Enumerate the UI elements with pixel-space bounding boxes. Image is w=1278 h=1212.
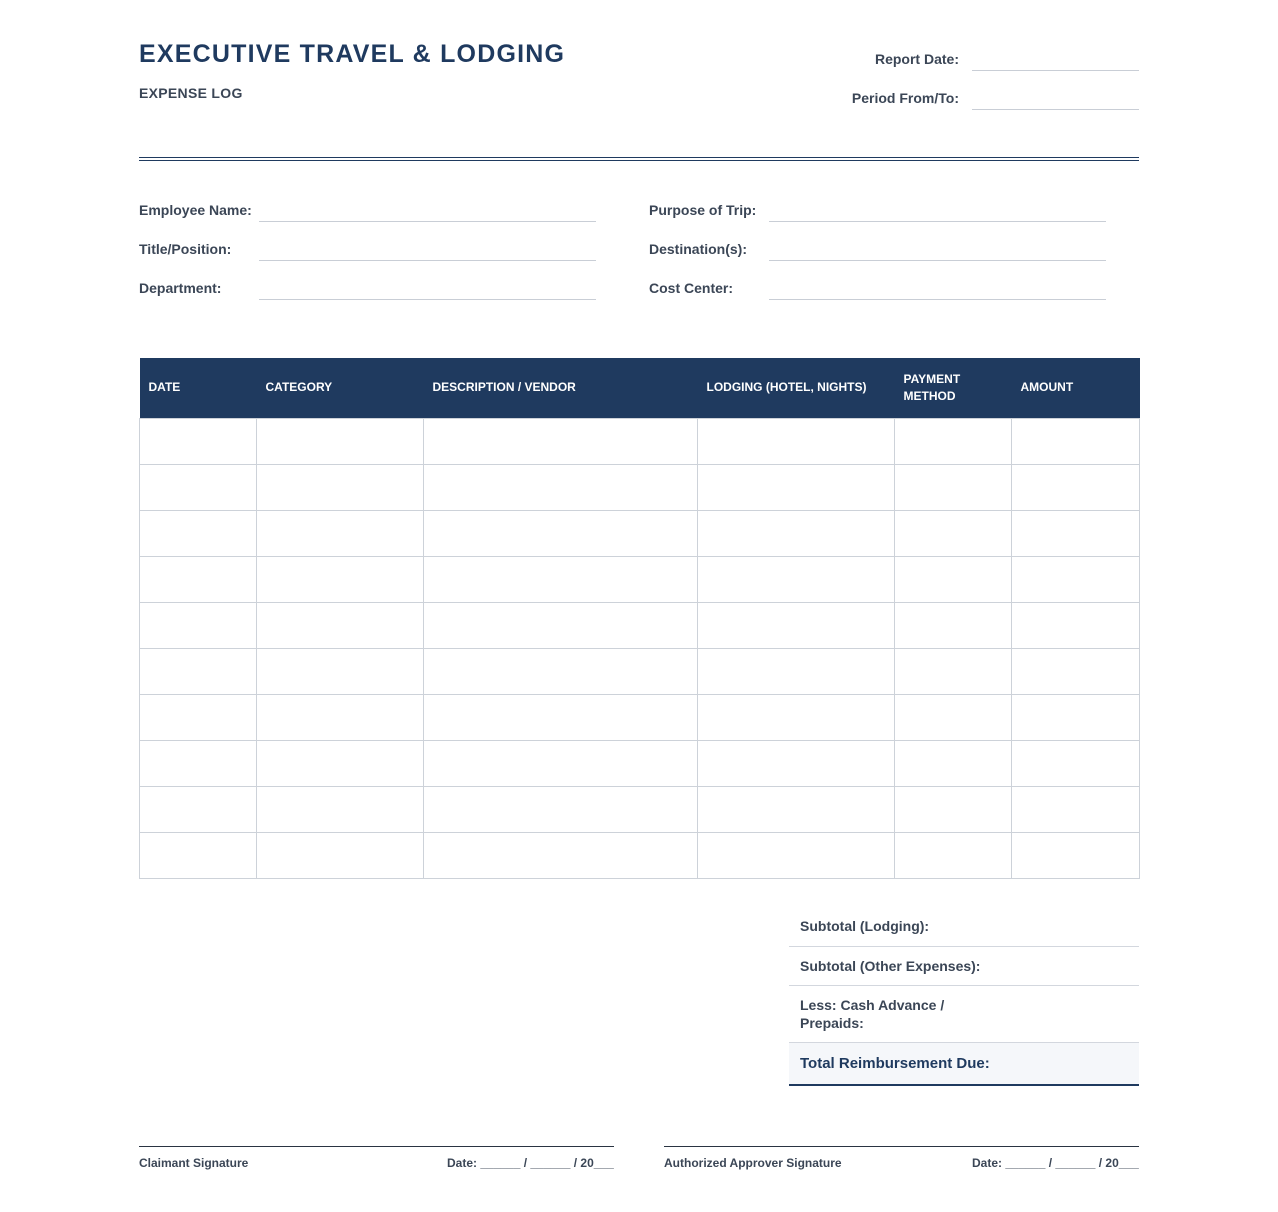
table-row xyxy=(140,602,1140,648)
table-row xyxy=(140,464,1140,510)
cell-description[interactable] xyxy=(424,786,698,832)
table-row xyxy=(140,556,1140,602)
cell-amount[interactable] xyxy=(1012,510,1140,556)
claimant-signature-line[interactable] xyxy=(139,1146,614,1147)
cost-center-label: Cost Center: xyxy=(649,280,734,296)
cell-payment[interactable] xyxy=(895,648,1012,694)
col-header-payment xyxy=(895,358,1012,418)
document-title: EXECUTIVE TRAVEL & LODGING xyxy=(139,40,566,68)
totals-panel xyxy=(789,905,1139,1086)
cell-date[interactable] xyxy=(140,464,257,510)
cell-payment[interactable] xyxy=(895,832,1012,878)
cell-description[interactable] xyxy=(424,602,698,648)
cell-lodging[interactable] xyxy=(698,464,895,510)
department-field[interactable] xyxy=(259,299,596,300)
document-subtitle: EXPENSE LOG xyxy=(139,85,243,101)
cell-category[interactable] xyxy=(257,602,424,648)
cell-lodging[interactable] xyxy=(698,510,895,556)
cell-category[interactable] xyxy=(257,832,424,878)
payment-header-line2: METHOD xyxy=(903,388,956,403)
cell-category[interactable] xyxy=(257,556,424,602)
table-row xyxy=(140,694,1140,740)
cell-description[interactable] xyxy=(424,418,698,464)
subtotal-other-row[interactable] xyxy=(789,947,1139,986)
total-due-label: Total Reimbursement Due: xyxy=(800,1055,990,1072)
cell-description[interactable] xyxy=(424,832,698,878)
cell-amount[interactable] xyxy=(1012,740,1140,786)
cell-payment[interactable] xyxy=(895,510,1012,556)
table-body xyxy=(140,418,1140,878)
cell-date[interactable] xyxy=(140,602,257,648)
department-label: Department: xyxy=(139,280,222,296)
cell-amount[interactable] xyxy=(1012,648,1140,694)
subtotal-lodging-row[interactable] xyxy=(789,905,1139,947)
approver-signature-line[interactable] xyxy=(664,1146,1139,1147)
cell-payment[interactable] xyxy=(895,602,1012,648)
cell-lodging[interactable] xyxy=(698,602,895,648)
cell-amount[interactable] xyxy=(1012,464,1140,510)
cell-date[interactable] xyxy=(140,648,257,694)
report-date-label: Report Date: xyxy=(874,51,959,67)
cell-lodging[interactable] xyxy=(698,556,895,602)
approver-signature-label: Authorized Approver Signature xyxy=(664,1156,842,1170)
col-header-lodging: LODGING (HOTEL, NIGHTS) xyxy=(698,358,895,418)
cell-lodging[interactable] xyxy=(698,648,895,694)
cell-amount[interactable] xyxy=(1012,832,1140,878)
header-divider-top xyxy=(139,157,1139,158)
period-field[interactable] xyxy=(972,109,1139,110)
table-row xyxy=(140,418,1140,464)
cell-amount[interactable] xyxy=(1012,786,1140,832)
cost-center-field[interactable] xyxy=(769,299,1106,300)
col-header-date: DATE xyxy=(140,358,257,418)
claimant-date-label: Date: ______ / ______ / 20___ xyxy=(447,1156,614,1170)
less-advance-label: Less: Cash Advance / Prepaids: xyxy=(800,997,945,1031)
subtotal-lodging-label: Subtotal (Lodging): xyxy=(800,917,930,934)
cell-payment[interactable] xyxy=(895,786,1012,832)
col-header-amount: AMOUNT xyxy=(1012,358,1140,418)
table-row xyxy=(140,510,1140,556)
cell-category[interactable] xyxy=(257,510,424,556)
cell-date[interactable] xyxy=(140,556,257,602)
cell-payment[interactable] xyxy=(895,556,1012,602)
cell-description[interactable] xyxy=(424,510,698,556)
approver-date-label: Date: ______ / ______ / 20___ xyxy=(972,1156,1139,1170)
cell-amount[interactable] xyxy=(1012,694,1140,740)
cell-amount[interactable] xyxy=(1012,602,1140,648)
cell-date[interactable] xyxy=(140,786,257,832)
employee-name-label: Employee Name: xyxy=(139,202,252,218)
cell-category[interactable] xyxy=(257,740,424,786)
cell-lodging[interactable] xyxy=(698,694,895,740)
cell-lodging[interactable] xyxy=(698,740,895,786)
claimant-signature-label: Claimant Signature xyxy=(139,1156,249,1170)
cell-date[interactable] xyxy=(140,510,257,556)
cell-date[interactable] xyxy=(140,418,257,464)
title-position-label: Title/Position: xyxy=(139,241,232,257)
cell-date[interactable] xyxy=(140,740,257,786)
cell-category[interactable] xyxy=(257,786,424,832)
cell-category[interactable] xyxy=(257,648,424,694)
cell-category[interactable] xyxy=(257,694,424,740)
col-header-category: CATEGORY xyxy=(257,358,424,418)
title-position-field[interactable] xyxy=(259,260,596,261)
table-header-row xyxy=(140,358,1140,418)
less-advance-row[interactable] xyxy=(789,986,1139,1043)
col-header-description: DESCRIPTION / VENDOR xyxy=(424,358,698,418)
cell-description[interactable] xyxy=(424,740,698,786)
purpose-field[interactable] xyxy=(769,221,1106,222)
cell-amount[interactable] xyxy=(1012,556,1140,602)
header-divider-bottom xyxy=(139,160,1139,161)
table-row xyxy=(140,648,1140,694)
cell-payment[interactable] xyxy=(895,464,1012,510)
table-row xyxy=(140,786,1140,832)
cell-lodging[interactable] xyxy=(698,832,895,878)
destinations-field[interactable] xyxy=(769,260,1106,261)
report-date-field[interactable] xyxy=(972,70,1139,71)
subtotal-other-label: Subtotal (Other Expenses): xyxy=(800,958,981,974)
table-row xyxy=(140,740,1140,786)
total-due-row[interactable] xyxy=(789,1043,1139,1086)
cell-amount[interactable] xyxy=(1012,418,1140,464)
payment-header-line1: PAYMENT xyxy=(903,371,961,386)
cell-payment[interactable] xyxy=(895,740,1012,786)
expense-table xyxy=(139,358,1140,879)
cell-category[interactable] xyxy=(257,418,424,464)
cell-lodging[interactable] xyxy=(698,418,895,464)
cell-description[interactable] xyxy=(424,694,698,740)
cell-payment[interactable] xyxy=(895,694,1012,740)
destinations-label: Destination(s): xyxy=(649,241,747,257)
cell-category[interactable] xyxy=(257,464,424,510)
cell-lodging[interactable] xyxy=(698,786,895,832)
table-row xyxy=(140,832,1140,878)
cell-date[interactable] xyxy=(140,832,257,878)
cell-date[interactable] xyxy=(140,694,257,740)
purpose-label: Purpose of Trip: xyxy=(649,202,757,218)
cell-payment[interactable] xyxy=(895,418,1012,464)
employee-name-field[interactable] xyxy=(259,221,596,222)
cell-description[interactable] xyxy=(424,556,698,602)
cell-description[interactable] xyxy=(424,464,698,510)
period-label: Period From/To: xyxy=(851,90,959,106)
cell-description[interactable] xyxy=(424,648,698,694)
